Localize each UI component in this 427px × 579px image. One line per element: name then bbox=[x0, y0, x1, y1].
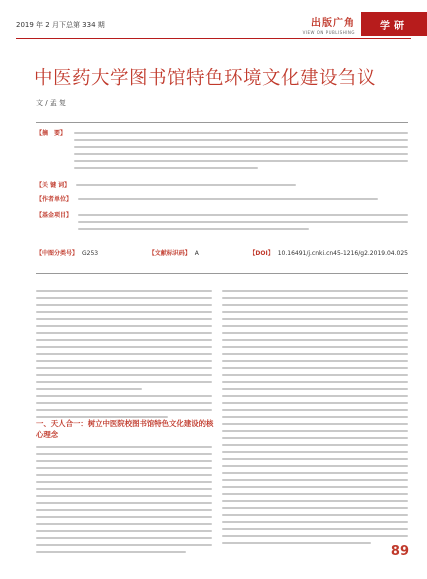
doc-code-field bbox=[149, 249, 199, 259]
article-title: 中医药大学图书馆特色环境文化建设刍议 bbox=[34, 68, 377, 89]
article-author: 文 / 孟 复 bbox=[36, 99, 67, 107]
journal-brand bbox=[303, 14, 355, 35]
right-column-text bbox=[222, 290, 408, 549]
fund-label: 【基金项目】 bbox=[36, 212, 73, 219]
section-tag: 学研 bbox=[361, 12, 427, 36]
doc-code-value: A bbox=[194, 250, 199, 257]
brand-subtitle: VIEW ON PUBLISHING bbox=[302, 30, 355, 35]
keywords-lines bbox=[76, 184, 296, 191]
section-heading: 一、天人合一：树立中医院校图书馆特色文化建设的核心理念 bbox=[36, 419, 214, 439]
abstract-lines bbox=[74, 132, 408, 174]
left-column-text bbox=[36, 290, 212, 423]
header-rule bbox=[16, 38, 411, 39]
article-meta-box bbox=[36, 122, 408, 274]
author-unit-label: 【作者单位】 bbox=[36, 196, 73, 203]
doi-value: 10.16491/j.cnki.cn45-1216/g2.2019.04.025 bbox=[277, 250, 408, 257]
author-unit-lines bbox=[78, 198, 378, 205]
abstract-label: 【摘 要】 bbox=[36, 130, 67, 137]
doi-field bbox=[249, 249, 408, 259]
issue-info: 2019 年 2 月下总第 334 期 bbox=[16, 21, 105, 29]
doi-label: 【DOI】 bbox=[249, 250, 274, 257]
clc-label: 【中图分类号】 bbox=[36, 250, 79, 257]
clc-field bbox=[36, 249, 98, 259]
page-number: 89 bbox=[390, 544, 409, 559]
brand-name: 出版广角 bbox=[311, 18, 355, 29]
classification-row bbox=[36, 249, 408, 259]
fund-lines bbox=[78, 214, 408, 235]
left-column-text-2 bbox=[36, 446, 212, 558]
doc-code-label: 【文献标识码】 bbox=[148, 250, 191, 257]
keywords-label: 【关 键 词】 bbox=[36, 182, 71, 189]
clc-value: G253 bbox=[82, 250, 99, 257]
